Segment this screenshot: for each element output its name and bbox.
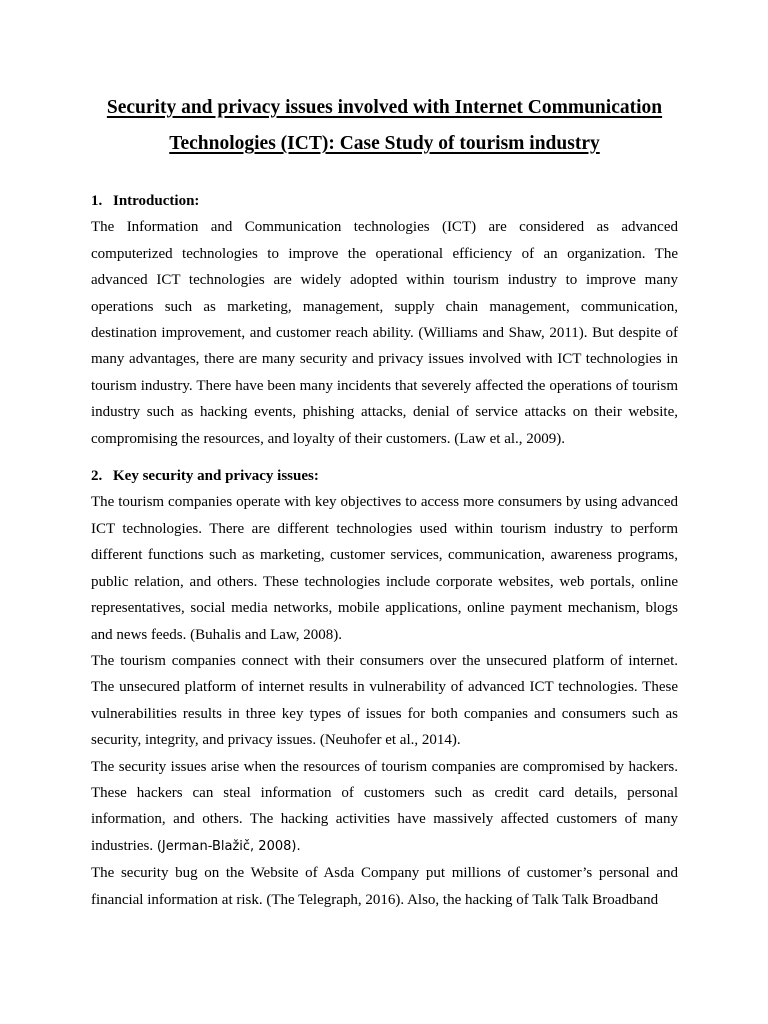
title-line-1: Security and privacy issues involved with Internet Communication: [106, 97, 663, 118]
section-title: Key security and privacy issues:: [113, 468, 319, 485]
paragraph-text: The security issues arise when the resources of tourism companies are compromised by hackers. These hackers can steal information of customers such as credit card details, personal information, and others. The hacking activities have massively affected customers of many industries.: [91, 758, 678, 854]
citation: (Jerman-Blažič, 2008).: [156, 838, 301, 854]
section-heading-introduction: [91, 188, 678, 214]
section-heading-key-issues: [91, 463, 678, 489]
key-issues-paragraph-1: The tourism companies operate with key objectives to access more consumers by using advanced ICT technologies. There are different technologies used within tourism industry to perform different functions such as marketing, customer services, communication, awareness programs, public relation, and others. These technologies include corporate websites, web portals, online representatives, social media networks, mobile applications, online payment mechanism, blogs and news feeds. (Buhalis and Law, 2008).: [91, 494, 678, 643]
key-issues-paragraph-2: The tourism companies connect with their consumers over the unsecured platform of internet. The unsecured platform of internet results in vulnerability of advanced ICT technologies. These vulnerabilities results in three key types of issues for both companies and consumers such as security, integrity, and privacy issues. (Neuhofer et al., 2014).: [91, 652, 678, 749]
document-page: [91, 90, 678, 913]
title-line-2: Technologies (ICT): Case Study of tourism industry: [169, 133, 600, 154]
section-number: 1.: [91, 193, 103, 209]
introduction-paragraph: The Information and Communication technologies (ICT) are considered as advanced computerized technologies to improve the operational efficiency of an organization. The advanced ICT technologies are widely adopted within tourism industry to improve many operations such as marketing, management, supply chain management, communication, destination improvement, and customer reach ability. (Williams and Shaw, 2011). But despite of many advantages, there are many security and privacy issues involved with ICT technologies in tourism industry. There have been many incidents that severely affected the operations of tourism industry such as hacking events, phishing attacks, denial of service attacks on their website, compromising the resources, and loyalty of their customers. (Law et al., 2009).: [91, 219, 678, 447]
key-issues-paragraph-4: The security bug on the Website of Asda Company put millions of customer’s personal and financial information at risk. (The Telegraph, 2016). Also, the hacking of Talk Talk Broadband: [91, 865, 678, 908]
document-title: [91, 90, 678, 162]
section-title: Introduction:: [113, 193, 200, 209]
key-issues-paragraph-3: [91, 754, 678, 861]
section-number: 2.: [91, 468, 103, 485]
